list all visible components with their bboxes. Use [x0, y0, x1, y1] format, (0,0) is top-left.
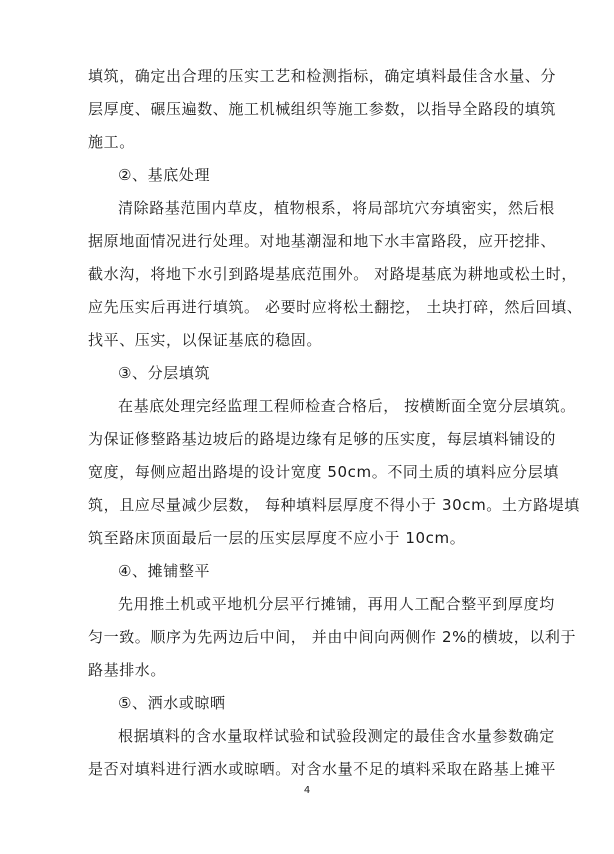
paragraph-line-3: 施工。 — [88, 133, 135, 151]
paragraph-line-15: 筑至路床顶面最后一层的压实层厚度不应小于 10cm。 — [88, 529, 466, 547]
paragraph-line-17: 先用推土机或平地机分层平行摊铺，再用人工配合整平到厚度均 — [118, 595, 555, 613]
paragraph-line-22: 是否对填料进行洒水或晾晒。对含水量不足的填料采取在路基上摊平 — [88, 760, 557, 778]
section-heading-spreading-leveling: ④、摊铺整平 — [118, 562, 211, 580]
section-heading-base-treatment: ②、基底处理 — [118, 166, 211, 184]
paragraph-line-9: 找平、压实，以保证基底的稳固。 — [88, 331, 323, 349]
paragraph-line-19: 路基排水。 — [88, 661, 167, 679]
paragraph-line-1: 填筑，确定出合理的压实工艺和检测指标，确定填料最佳含水量、分 — [88, 67, 557, 85]
paragraph-line-5: 清除路基范围内草皮，植物根系，将局部坑穴夯填密实，然后根 — [118, 199, 555, 217]
section-heading-watering-drying: ⑤、洒水或晾晒 — [118, 694, 226, 712]
paragraph-line-6: 据原地面情况进行处理。对地基潮湿和地下水丰富路段，应开挖排、 — [88, 232, 557, 250]
paragraph-line-7: 截水沟，将地下水引到路堤基底范围外。 对路堤基底为耕地或松土时， — [88, 265, 577, 283]
paragraph-line-8: 应先压实后再进行填筑。 必要时应将松土翻挖， 土块打碎，然后回填、 — [88, 298, 583, 316]
paragraph-line-21: 根据填料的含水量取样试验和试验段测定的最佳含水量参数确定 — [118, 727, 555, 745]
paragraph-line-11: 在基底处理完经监理工程师检查合格后， 按横断面全宽分层填筑。 — [118, 397, 576, 415]
paragraph-line-14: 筑，且应尽量减少层数， 每种填料层厚度不得小于 30cm。土方路堤填 — [88, 496, 580, 514]
paragraph-line-12: 为保证修整路基边坡后的路堤边缘有足够的压实度，每层填料铺设的 — [88, 430, 557, 448]
paragraph-line-2: 层厚度、碾压遍数、施工机械组织等施工参数，以指导全路段的填筑 — [88, 100, 557, 118]
paragraph-line-18: 匀一致。顺序为先两边后中间， 并由中间向两侧作 2%的横坡，以利于 — [88, 628, 577, 646]
section-heading-layered-filling: ③、分层填筑 — [118, 364, 211, 382]
paragraph-line-13: 宽度，每侧应超出路堤的设计宽度 50cm。不同土质的填料应分层填 — [88, 463, 559, 481]
page-number: 4 — [303, 785, 311, 796]
